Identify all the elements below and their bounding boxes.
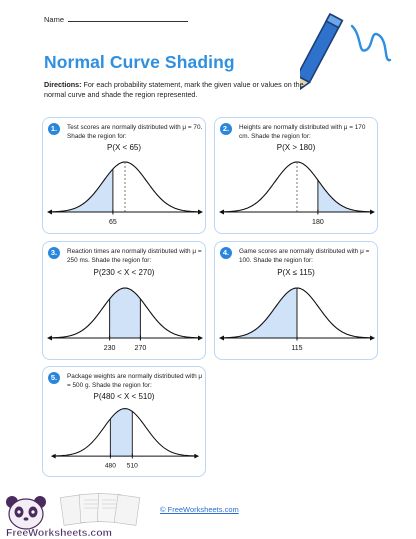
problem-card-5 xyxy=(42,366,206,477)
problem-number: 2. xyxy=(220,123,232,135)
problem-card-2 xyxy=(214,117,378,234)
normal-curve[interactable] xyxy=(215,280,379,360)
copyright-link[interactable]: © FreeWorksheets.com xyxy=(160,505,239,514)
problem-statement: Package weights are normally distributed with μ = 500 g. Shade the region for: xyxy=(67,373,203,389)
probability-expression: P(230 < X < 270) xyxy=(93,268,155,277)
axis-arrow-right xyxy=(370,336,375,341)
tick-label: 65 xyxy=(109,219,117,226)
worksheet-thumbnails-icon xyxy=(60,493,140,525)
name-label: Name xyxy=(44,15,65,24)
problem-number: 3. xyxy=(48,247,60,259)
problem-statement: Test scores are normally distributed with μ = 70. Shade the region for: xyxy=(67,124,203,140)
tick-label: 510 xyxy=(126,462,138,470)
problem-number: 1. xyxy=(48,123,60,135)
page-title: Normal Curve Shading xyxy=(44,52,235,72)
problem-statement: Reaction times are normally distributed with μ = 250 ms. Shade the region for: xyxy=(67,248,202,264)
problem-number: 5. xyxy=(48,372,60,384)
problem-number: 4. xyxy=(220,247,232,259)
probability-expression: P(480 < X < 510) xyxy=(93,392,155,401)
normal-curve[interactable] xyxy=(43,154,207,234)
panda-mascot-icon xyxy=(6,496,46,529)
axis-arrow-left xyxy=(219,336,224,341)
probability-expression: P(X < 65) xyxy=(106,143,141,152)
tick-label: 270 xyxy=(134,345,147,352)
axis-arrow-left xyxy=(51,454,56,459)
axis-arrow-right xyxy=(198,336,203,341)
shaded-region xyxy=(221,288,297,338)
tick-label: 180 xyxy=(312,219,324,226)
normal-curve[interactable] xyxy=(215,154,379,234)
axis-arrow-left xyxy=(47,336,52,341)
problem-statement: Heights are normally distributed with μ = 170 cm. Shade the region for: xyxy=(239,124,366,140)
normal-curve[interactable] xyxy=(43,280,207,360)
problem-statement: Game scores are normally distributed with μ = 100. Shade the region for: xyxy=(239,248,370,264)
directions-label: Directions: xyxy=(44,80,82,89)
tick-label: 230 xyxy=(103,345,116,352)
probability-expression: P(X > 180) xyxy=(276,143,316,152)
name-line[interactable] xyxy=(68,14,188,22)
problem-card-3 xyxy=(42,241,206,360)
normal-curve[interactable] xyxy=(43,401,207,477)
axis-arrow-left xyxy=(47,210,52,215)
directions xyxy=(44,80,312,100)
axis-arrow-left xyxy=(219,210,224,215)
axis-arrow-right xyxy=(198,210,203,215)
axis-arrow-right xyxy=(370,210,375,215)
tick-label: 480 xyxy=(104,462,116,470)
site-logo xyxy=(4,488,174,538)
shaded-region xyxy=(110,288,141,338)
pencil-icon xyxy=(300,6,400,106)
problem-card-4 xyxy=(214,241,378,360)
name-field[interactable] xyxy=(44,14,188,24)
axis-arrow-right xyxy=(194,454,199,459)
logo-wordmark: FreeWorksheets.com xyxy=(6,527,113,538)
directions-text: For each probability statement, mark the given value or values on the normal curve and shade the region represented. xyxy=(44,80,304,99)
problem-card-1 xyxy=(42,117,206,234)
tick-label: 115 xyxy=(291,345,303,352)
probability-expression: P(X ≤ 115) xyxy=(277,268,315,277)
